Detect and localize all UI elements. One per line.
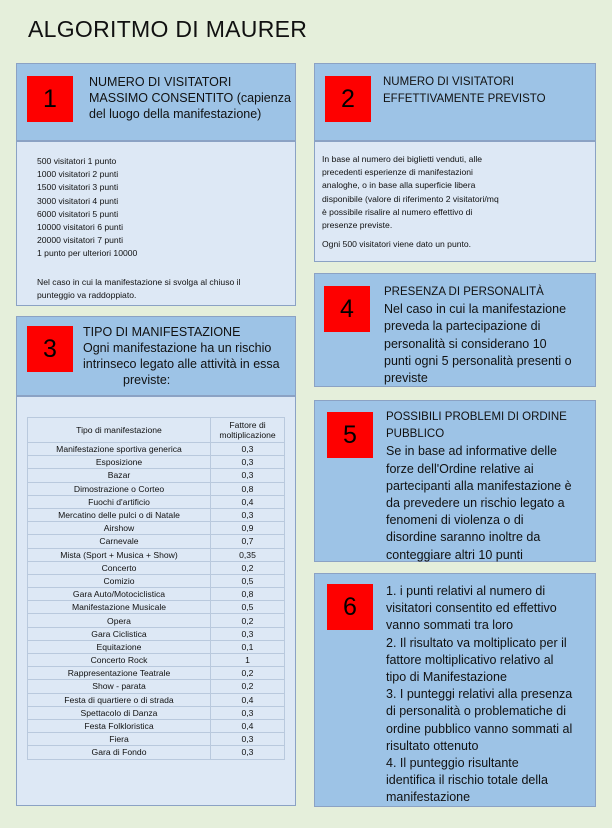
box5-text-line: disordine saranno inoltre da: [386, 530, 541, 545]
table-cell-type: Spettacolo di Danza: [28, 706, 211, 719]
box5-text-line: Se in base ad informative delle: [386, 444, 557, 459]
box4-text-line: personalità si considerano 10: [384, 336, 547, 351]
box3-heading-line: intrinseco legato alle attività in essa: [83, 357, 280, 371]
table-cell-factor: 0,35: [211, 548, 285, 561]
table-cell-factor: 0,3: [211, 443, 285, 456]
box5-number-badge: 5: [327, 412, 373, 458]
box6-text-line: vanno sommati tra loro: [386, 618, 514, 633]
table-cell-type: Airshow: [28, 522, 211, 535]
table-cell-factor: 0,9: [211, 522, 285, 535]
list-item: 3000 visitatori 4 punti: [37, 195, 119, 206]
box1-heading: [89, 74, 294, 122]
table-row: [28, 746, 285, 759]
table-cell-factor: 0,4: [211, 495, 285, 508]
box2-heading-line: EFFETTIVAMENTE PREVISTO: [383, 93, 546, 105]
table-cell-factor: 0,3: [211, 508, 285, 521]
box3-heading: [83, 324, 293, 388]
box2-number-badge: 2: [325, 76, 371, 122]
manifestation-table: [27, 417, 285, 760]
table-row: [28, 733, 285, 746]
table-cell-factor: 1: [211, 654, 285, 667]
box1-heading-line: del luogo della manifestazione): [89, 107, 262, 121]
box1-header: [16, 63, 296, 141]
table-header-row: [28, 418, 285, 443]
table-row: [28, 482, 285, 495]
box6-text-line: ordine pubblico vanno sommati al: [386, 721, 573, 736]
box1-body: [16, 141, 296, 306]
table-cell-factor: 0,3: [211, 733, 285, 746]
list-item: 6000 visitatori 5 punti: [37, 208, 119, 219]
box1-heading-line: NUMERO DI VISITATORI: [89, 75, 232, 89]
table-cell-type: Equitazione: [28, 640, 211, 653]
box1-number-badge: 1: [27, 76, 73, 122]
table-cell-type: Bazar: [28, 469, 211, 482]
box3-header: [16, 316, 296, 396]
page-title: ALGORITMO DI MAURER: [28, 16, 308, 42]
box6-text-line: di personalità o problematiche di: [386, 704, 566, 719]
list-item: 1500 visitatori 3 punti: [37, 182, 119, 193]
table-cell-factor: 0,2: [211, 680, 285, 693]
table-header-factor: [211, 418, 285, 443]
box2-text-line: disponibile (valore di riferimento 2 visitatori/mq: [322, 193, 499, 204]
box5-text-line: fenomeni di violenza o di: [386, 513, 524, 528]
table-row: [28, 667, 285, 680]
box6-text-line: risultato ottenuto: [386, 738, 479, 753]
box2-text-line: è possibile risalire al numero effettivo di: [322, 206, 473, 217]
box4-panel: [314, 273, 596, 387]
table-cell-type: Fiera: [28, 733, 211, 746]
table-row: [28, 469, 285, 482]
table-cell-factor: 0,3: [211, 456, 285, 469]
table-cell-type: Manifestazione sportiva generica: [28, 443, 211, 456]
table-row: [28, 719, 285, 732]
box1-points-list: [37, 155, 137, 261]
box6-text-line: identifica il rischio totale della: [386, 773, 548, 788]
table-row: [28, 574, 285, 587]
table-row: [28, 561, 285, 574]
box3-heading-line: Ogni manifestazione ha un rischio: [83, 341, 272, 355]
box2-heading-line: NUMERO DI VISITATORI: [383, 76, 514, 88]
table-row: [28, 522, 285, 535]
box2-text-line: In base al numero dei biglietti venduti, alle: [322, 154, 483, 164]
list-item: 500 visitatori 1 punto: [37, 156, 117, 166]
box3-heading-line: previste:: [123, 373, 171, 387]
box1-heading-line: MASSIMO CONSENTITO (capienza: [89, 91, 291, 105]
box6-text-line: 3. I punteggi relativi alla presenza: [386, 687, 573, 702]
box5-text-line: POSSIBILI PROBLEMI DI ORDINE: [386, 411, 567, 423]
box4-text: [384, 284, 594, 387]
box3-heading-line: TIPO DI MANIFESTAZIONE: [83, 325, 241, 339]
table-cell-type: Concerto: [28, 561, 211, 574]
box4-number-badge: 4: [324, 286, 370, 332]
table-row: [28, 627, 285, 640]
box5-text: [386, 409, 596, 564]
list-item: 1 punto per ulteriori 10000: [37, 248, 138, 259]
box6-text-line: manifestazione: [386, 790, 471, 805]
box6-text-line: 1. i punti relativi al numero di: [386, 584, 546, 598]
table-row: [28, 693, 285, 706]
box4-text-line: PRESENZA DI PERSONALITÀ: [384, 286, 544, 298]
box1-note: [37, 276, 292, 302]
box1-note-line: punteggio va raddoppiato.: [37, 290, 137, 301]
table-cell-factor: 0,4: [211, 719, 285, 732]
box4-text-line: Nel caso in cui la manifestazione: [384, 302, 567, 317]
table-cell-factor: 0,2: [211, 614, 285, 627]
table-cell-factor: 0,4: [211, 693, 285, 706]
table-row: [28, 640, 285, 653]
table-cell-factor: 0,1: [211, 640, 285, 653]
box2-header: [314, 63, 596, 141]
box6-text: [386, 583, 596, 807]
table-row: [28, 601, 285, 614]
table-row: [28, 535, 285, 548]
table-row: [28, 495, 285, 508]
box2-text-line: analoghe, o in base alla superficie libera: [322, 180, 476, 191]
table-cell-type: Mista (Sport + Musica + Show): [28, 548, 211, 561]
table-cell-type: Festa di quartiere o di strada: [28, 693, 211, 706]
table-cell-type: Esposizione: [28, 456, 211, 469]
box2-note: Ogni 500 visitatori viene dato un punto.: [322, 239, 472, 249]
table-cell-type: Show - parata: [28, 680, 211, 693]
table-row: [28, 456, 285, 469]
box2-text-line: presenze previste.: [322, 220, 393, 231]
table-cell-factor: 0,2: [211, 561, 285, 574]
box6-text-line: 2. Il risultato va moltiplicato per il: [386, 635, 567, 650]
box3-number-badge: 3: [27, 326, 73, 372]
table-cell-factor: 0,3: [211, 627, 285, 640]
box3-body: [16, 396, 296, 806]
table-cell-factor: 0,3: [211, 469, 285, 482]
box5-text-line: partecipanti alla manifestazione è: [386, 478, 572, 493]
table-cell-factor: 0,3: [211, 706, 285, 719]
box6-number-badge: 6: [327, 584, 373, 630]
list-item: 10000 visitatori 6 punti: [37, 222, 123, 233]
table-row: [28, 588, 285, 601]
box2-body: [314, 141, 596, 262]
table-cell-factor: 0,5: [211, 601, 285, 614]
table-cell-type: Gara di Fondo: [28, 746, 211, 759]
table-cell-factor: 0,2: [211, 667, 285, 680]
table-cell-type: Comizio: [28, 574, 211, 587]
table-cell-type: Fuochi d'artificio: [28, 495, 211, 508]
table-cell-type: Concerto Rock: [28, 654, 211, 667]
box5-panel: [314, 400, 596, 562]
table-row: [28, 443, 285, 456]
box5-text-line: conteggiare altri 10 punti: [386, 547, 523, 562]
box5-text-line: PUBBLICO: [386, 428, 445, 441]
table-row: [28, 680, 285, 693]
table-cell-factor: 0,8: [211, 588, 285, 601]
table-cell-factor: 0,3: [211, 746, 285, 759]
box2-text: [322, 153, 592, 232]
box4-text-line: punti ogni 5 personalità presenti o: [384, 353, 572, 368]
table-cell-type: Dimostrazione o Corteo: [28, 482, 211, 495]
table-cell-type: Gara Ciclistica: [28, 627, 211, 640]
box6-text-line: 4. Il punteggio risultante: [386, 756, 519, 771]
table-row: [28, 706, 285, 719]
box6-text-line: tipo di Manifestazione: [386, 670, 507, 685]
table-cell-factor: 0,7: [211, 535, 285, 548]
box6-text-line: fattore moltiplicativo relativo al: [386, 652, 554, 667]
table-cell-factor: 0,8: [211, 482, 285, 495]
table-cell-type: Gara Auto/Motociclistica: [28, 588, 211, 601]
table-cell-type: Opera: [28, 614, 211, 627]
table-row: [28, 614, 285, 627]
table-header-type: Tipo di manifestazione: [28, 418, 211, 443]
list-item: 20000 visitatori 7 punti: [37, 235, 123, 246]
table-header-factor-line: Fattore di: [229, 420, 266, 430]
table-row: [28, 508, 285, 521]
table-cell-type: Mercatino delle pulci o di Natale: [28, 508, 211, 521]
box1-note-line: Nel caso in cui la manifestazione si svolga al chiuso il: [37, 277, 241, 287]
box4-text-line: preveda la partecipazione di: [384, 319, 541, 334]
table-cell-type: Carnevale: [28, 535, 211, 548]
box2-heading: [383, 74, 588, 108]
table-cell-type: Manifestazione Musicale: [28, 601, 211, 614]
list-item: 1000 visitatori 2 punti: [37, 169, 119, 180]
table-row: [28, 654, 285, 667]
table-cell-type: Festa Folkloristica: [28, 719, 211, 732]
table-header-factor-line: moltiplicazione: [219, 430, 276, 440]
box4-text-line: previste: [384, 371, 428, 386]
box6-panel: [314, 573, 596, 807]
box5-text-line: forze dell'Ordine relative ai: [386, 461, 534, 476]
table-cell-type: Rappresentazione Teatrale: [28, 667, 211, 680]
box5-text-line: da prevedere un rischio legato a: [386, 496, 565, 511]
table-row: [28, 548, 285, 561]
box2-text-line: precedenti esperienze di manifestazioni: [322, 167, 473, 178]
table-cell-factor: 0,5: [211, 574, 285, 587]
box6-text-line: visitatori consentito ed effettivo: [386, 601, 557, 616]
